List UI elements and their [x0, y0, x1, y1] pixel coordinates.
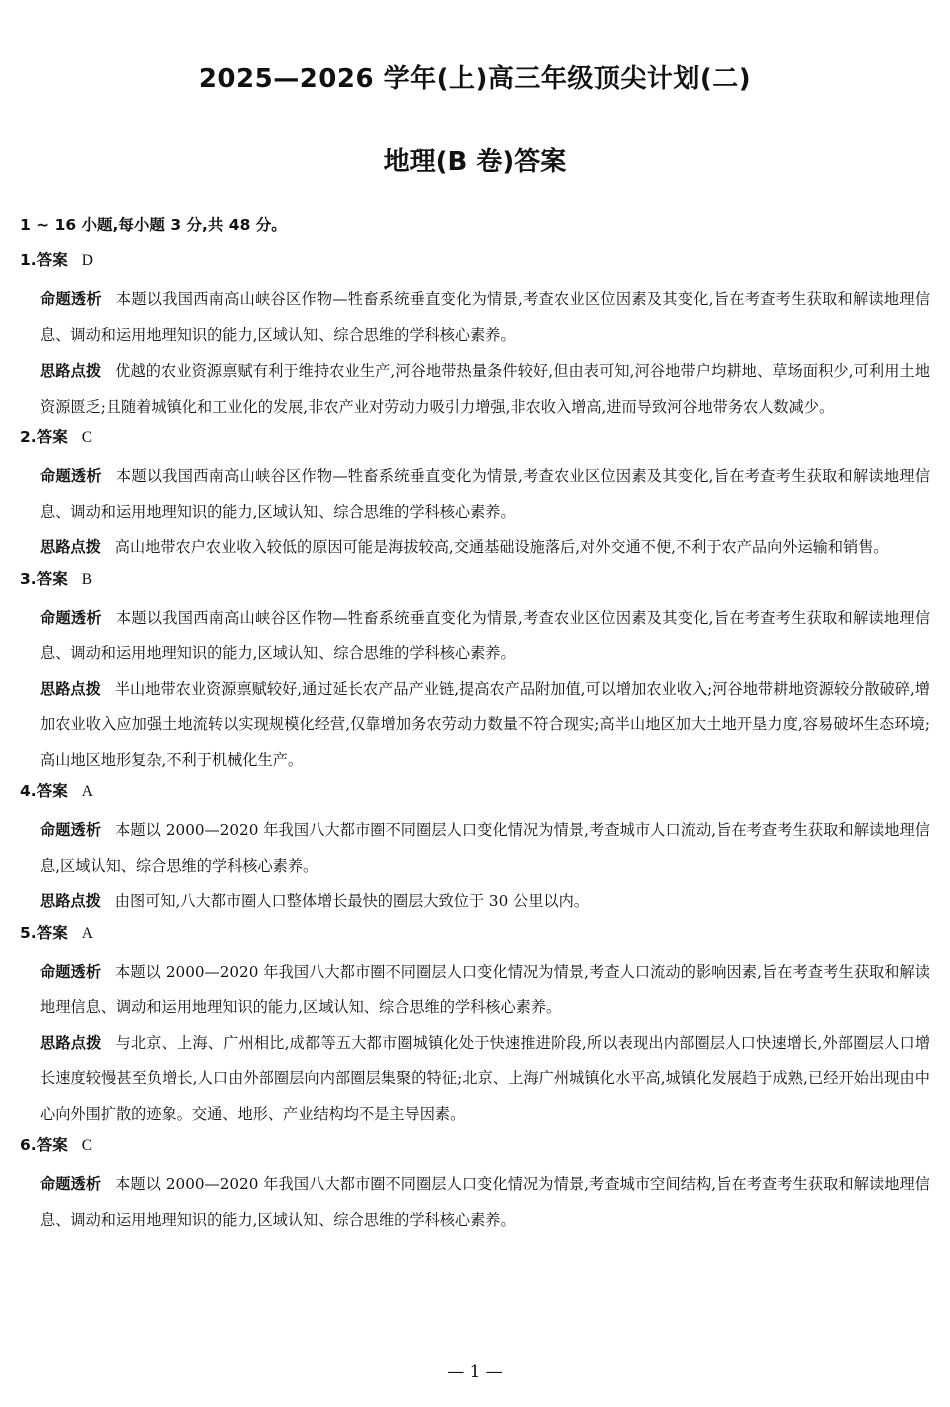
analysis-paragraph	[40, 282, 930, 353]
answer-content	[20, 212, 930, 1238]
analysis-paragraph	[40, 813, 930, 884]
page-title: 2025—2026 学年(上)高三年级顶尖计划(二)	[198, 64, 752, 94]
analysis-text: 本题以我国西南高山峡谷区作物—牲畜系统垂直变化为情景,考查农业区位因素及其变化,旨在考查考生获取和解读地理信息、调动和运用地理知识的能力,区域认知、综合思维的学科核心素养。	[40, 290, 931, 344]
analysis-label: 命题透析	[40, 290, 102, 308]
answer-letter: C	[81, 1137, 93, 1154]
analysis-paragraph	[40, 601, 930, 672]
hint-paragraph	[40, 530, 930, 566]
hint-text: 高山地带农户农业收入较低的原因可能是海拔较高,交通基础设施落后,对外交通不便,不利于农产品向外运输和销售。	[114, 538, 889, 556]
analysis-label: 命题透析	[40, 962, 102, 981]
question-answer-line	[20, 778, 930, 805]
answer-label: 答案	[36, 428, 68, 446]
hint-label: 思路点拨	[40, 538, 101, 556]
analysis-text: 本题以 2000—2020 年我国八大都市圈不同圈层人口变化情况为情景,考查人口流动的影响因素,旨在考查考生获取和解读地理信息、调动和运用地理知识的能力,区域认知、综合思维的学科核心素养。	[40, 962, 930, 1016]
analysis-label: 命题透析	[40, 467, 102, 485]
hint-paragraph	[40, 1026, 930, 1133]
analysis-paragraph	[40, 459, 930, 530]
answer-letter: A	[81, 924, 93, 942]
scoring-intro: 1 ~ 16 小题,每小题 3 分,共 48 分。	[20, 216, 287, 234]
answer-label: 答案	[36, 251, 68, 269]
question-number: 2.	[20, 428, 37, 446]
question-number: 4.	[20, 782, 37, 800]
hint-text: 半山地带农业资源禀赋较好,通过延长农产品产业链,提高农产品附加值,可以增加农业收入;河谷地带耕地资源较分散破碎,增加农业收入应加强土地流转以实现规模化经营,仅靠增加务农劳动力数量不符合现实;高半山地区加大土地开垦力度,容易破坏生态环境;高山地区地形复杂,不利于机械化生产。	[40, 679, 930, 769]
question-block	[20, 247, 930, 425]
analysis-text: 本题以 2000—2020 年我国八大都市圈不同圈层人口变化情况为情景,考查城市空间结构,旨在考查考生获取和解读地理信息、调动和运用地理知识的能力,区域认知、综合思维的学科核心素养。	[40, 1175, 930, 1229]
hint-paragraph	[40, 884, 930, 920]
analysis-paragraph	[40, 1167, 930, 1238]
hint-label: 思路点拨	[40, 892, 101, 910]
answer-letter: D	[81, 252, 93, 269]
answer-letter: C	[81, 429, 93, 446]
question-number: 5.	[20, 923, 37, 942]
answer-letter: B	[81, 570, 93, 588]
question-number: 6.	[20, 1136, 37, 1154]
question-block	[20, 566, 930, 779]
question-answer-line	[20, 1132, 930, 1159]
hint-text: 优越的农业资源禀赋有利于维持农业生产,河谷地带热量条件较好,但由表可知,河谷地带户均耕地、草场面积少,可利用土地资源匮乏;且随着城镇化和工业化的发展,非农产业对劳动力吸引力增强,非农收入增高,进而导致河谷地带务农人数减少。	[40, 362, 931, 416]
page-subtitle: 地理(B 卷)答案	[383, 147, 567, 177]
analysis-label: 命题透析	[40, 608, 102, 627]
question-block	[20, 920, 930, 1133]
question-block	[20, 424, 930, 566]
analysis-text: 本题以 2000—2020 年我国八大都市圈不同圈层人口变化情况为情景,考查城市人口流动,旨在考查考生获取和解读地理信息,区域认知、综合思维的学科核心素养。	[40, 821, 930, 875]
page-number: — 1 —	[447, 1362, 503, 1382]
hint-label: 思路点拨	[40, 1033, 102, 1052]
hint-paragraph	[40, 672, 930, 779]
question-number: 3.	[20, 569, 37, 588]
analysis-label: 命题透析	[40, 1175, 102, 1193]
question-block	[20, 1132, 930, 1238]
question-number: 1.	[20, 251, 37, 269]
analysis-text: 本题以我国西南高山峡谷区作物—牲畜系统垂直变化为情景,考查农业区位因素及其变化,旨在考查考生获取和解读地理信息、调动和运用地理知识的能力,区域认知、综合思维的学科核心素养。	[40, 467, 931, 521]
question-block	[20, 778, 930, 920]
hint-label: 思路点拨	[40, 362, 102, 380]
hint-text: 与北京、上海、广州相比,成都等五大都市圈城镇化处于快速推进阶段,所以表现出内部圈层人口快速增长,外部圈层人口增长速度较慢甚至负增长,人口由外部圈层向内部圈层集聚的特征;北京、上海广州城镇化水平高,城镇化发展趋于成熟,已经开始出现由中心向外围扩散的迹象。交通、地形、产业结构均不是主导因素。	[40, 1033, 931, 1123]
analysis-text: 本题以我国西南高山峡谷区作物—牲畜系统垂直变化为情景,考查农业区位因素及其变化,旨在考查考生获取和解读地理信息、调动和运用地理知识的能力,区域认知、综合思维的学科核心素养。	[40, 608, 931, 662]
answer-label: 答案	[36, 782, 68, 800]
answer-label: 答案	[36, 1136, 68, 1154]
answer-label: 答案	[36, 569, 68, 588]
question-answer-line	[20, 247, 930, 274]
hint-text: 由图可知,八大都市圈人口整体增长最快的圈层大致位于 30 公里以内。	[114, 892, 589, 910]
question-answer-line	[20, 920, 930, 947]
answer-letter: A	[81, 783, 93, 800]
analysis-paragraph	[40, 955, 930, 1026]
hint-label: 思路点拨	[40, 679, 101, 698]
question-answer-line	[20, 566, 930, 593]
answer-label: 答案	[36, 923, 68, 942]
hint-paragraph	[40, 354, 930, 425]
question-answer-line	[20, 424, 930, 451]
analysis-label: 命题透析	[40, 821, 102, 839]
